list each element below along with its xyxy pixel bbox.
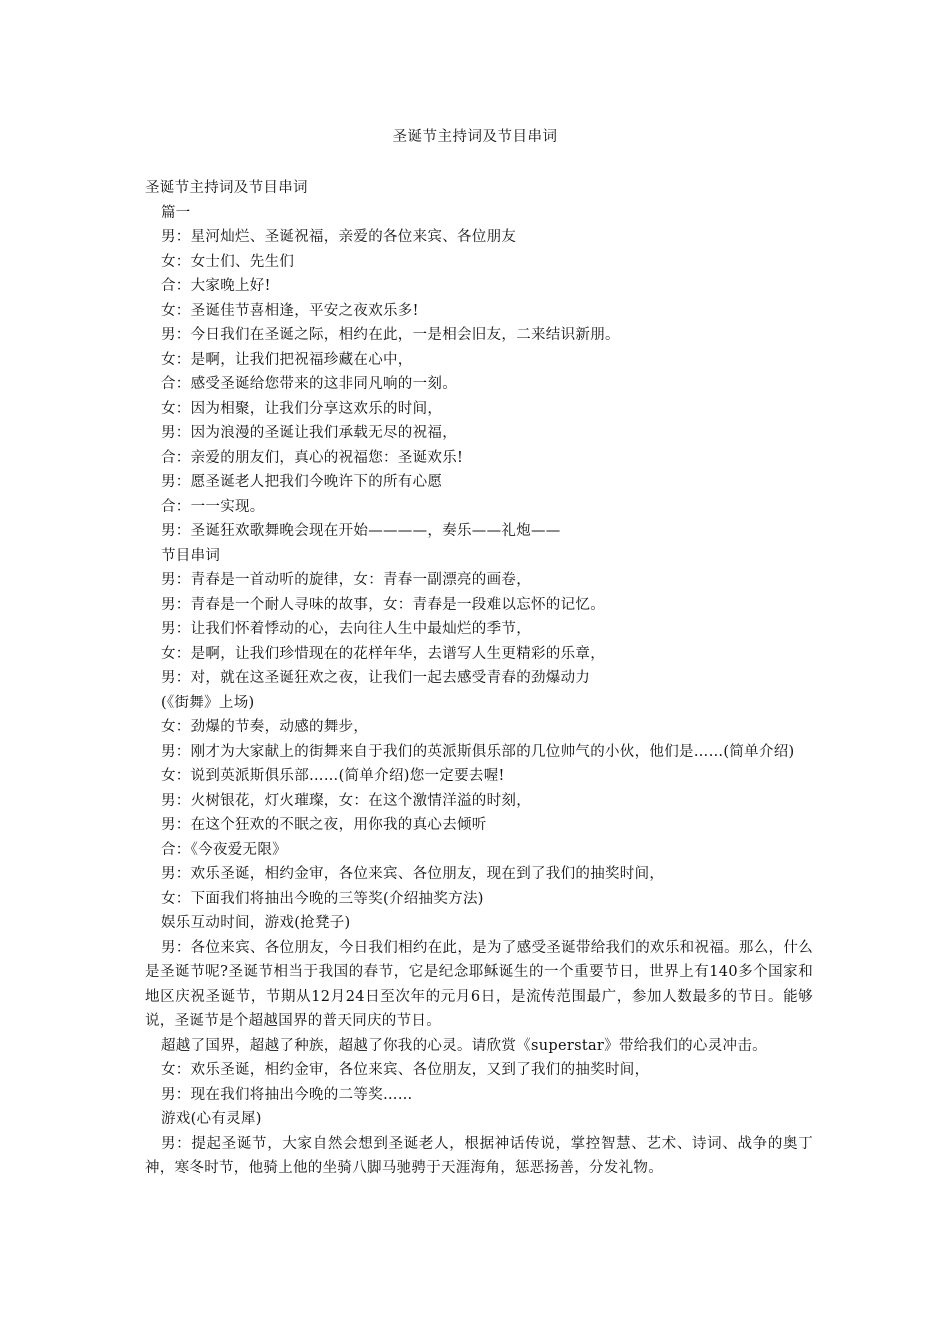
- document-body: [145, 176, 813, 1181]
- paragraph: 男：星河灿烂、圣诞祝福，亲爱的各位来宾、各位朋友: [161, 229, 517, 245]
- paragraph: 女：因为相聚，让我们分享这欢乐的时间，: [161, 400, 443, 417]
- paragraph: 男：火树银花，灯火璀璨，女：在这个激情洋溢的时刻，: [161, 792, 531, 809]
- paragraph: 男：现在我们将抽出今晚的二等奖……: [161, 1086, 413, 1103]
- paragraph: 男：圣诞狂欢歌舞晚会现在开始————，奏乐——礼炮——: [161, 523, 561, 539]
- paragraph: 男：因为浪漫的圣诞让我们承载无尽的祝福，: [161, 425, 457, 441]
- document-title: 圣诞节主持词及节目串词: [392, 129, 558, 145]
- paragraph: 游戏(心有灵犀): [161, 1111, 262, 1127]
- paragraph: 女：女士们、先生们: [161, 253, 295, 270]
- paragraph: 男：在这个狂欢的不眠之夜，用你我的真心去倾听: [161, 817, 487, 833]
- paragraph: 女：劲爆的节奏，动感的舞步，: [161, 719, 369, 735]
- paragraph: 节目串词: [161, 547, 221, 564]
- paragraph: 男：刚才为大家献上的街舞来自于我们的英派斯俱乐部的几位帅气的小伙，他们是……(简单介绍): [161, 743, 795, 760]
- paragraph: 男：对，就在这圣诞狂欢之夜，让我们一起去感受青春的劲爆动力: [161, 670, 591, 686]
- paragraph: 男：愿圣诞老人把我们今晚许下的所有心愿: [161, 474, 443, 490]
- paragraph: 男：让我们怀着悸动的心，去向往人生中最灿烂的季节，: [161, 621, 531, 637]
- paragraph: 男：各位来宾、各位朋友，今日我们相约在此，是为了感受圣诞带给我们的欢乐和祝福。那么，什么是圣诞节呢?圣诞节相当于我国的春节，它是纪念耶稣诞生的一个重要节日，世界上有140多个国家和地区庆祝圣诞节，节期从12月24日至次年的元月6日，是流传范围最广，参加人数最多的节日。能够说，圣诞节是个超越国界的普天同庆的节日。: [145, 939, 813, 1029]
- paragraph: 女：是啊，让我们把祝福珍藏在心中，: [161, 351, 413, 368]
- paragraph: 女：圣诞佳节喜相逢，平安之夜欢乐多!: [161, 302, 419, 319]
- paragraph: (《街舞》上场): [161, 694, 255, 711]
- paragraph: 合：亲爱的朋友们，真心的祝福您：圣诞欢乐!: [161, 449, 464, 466]
- paragraph: 合：大家晚上好!: [161, 278, 271, 294]
- paragraph: 男：今日我们在圣诞之际，相约在此，一是相会旧友，二来结识新朋。: [161, 327, 620, 343]
- paragraph: 娱乐互动时间，游戏(抢凳子): [161, 915, 351, 931]
- paragraph: 女：下面我们将抽出今晚的三等奖(介绍抽奖方法): [161, 890, 484, 907]
- paragraph: 合：一一实现。: [161, 498, 265, 515]
- paragraph: 男：青春是一首动听的旋律，女：青春一副漂亮的画卷，: [161, 572, 531, 588]
- paragraph: 篇一: [161, 204, 191, 221]
- paragraph: 超越了国界，超越了种族，超越了你我的心灵。请欣赏《superstar》带给我们的心灵冲击。: [161, 1037, 767, 1054]
- paragraph-list: [145, 201, 813, 1181]
- paragraph: 男：青春是一个耐人寻味的故事，女：青春是一段难以忘怀的记忆。: [161, 596, 605, 613]
- paragraph: 合：《今夜爱无限》: [161, 841, 287, 858]
- paragraph: 女：说到英派斯俱乐部……(简单介绍)您一定要去喔!: [161, 768, 505, 784]
- paragraph: 合：感受圣诞给您带来的这非同凡响的一刻。: [161, 376, 457, 392]
- paragraph: 女：欢乐圣诞，相约金审，各位来宾、各位朋友，又到了我们的抽奖时间，: [161, 1062, 650, 1078]
- paragraph: 男：提起圣诞节，大家自然会想到圣诞老人，根据神话传说，掌控智慧、艺术、诗词、战争的奥丁神，寒冬时节，他骑上他的坐骑八脚马驰骋于天涯海角，惩恶扬善，分发礼物。: [145, 1135, 813, 1176]
- paragraph: 女：是啊，让我们珍惜现在的花样年华，去谱写人生更精彩的乐章，: [161, 645, 605, 662]
- document-heading: 圣诞节主持词及节目串词: [145, 180, 308, 196]
- paragraph: 男：欢乐圣诞，相约金审，各位来宾、各位朋友，现在到了我们的抽奖时间，: [161, 866, 665, 882]
